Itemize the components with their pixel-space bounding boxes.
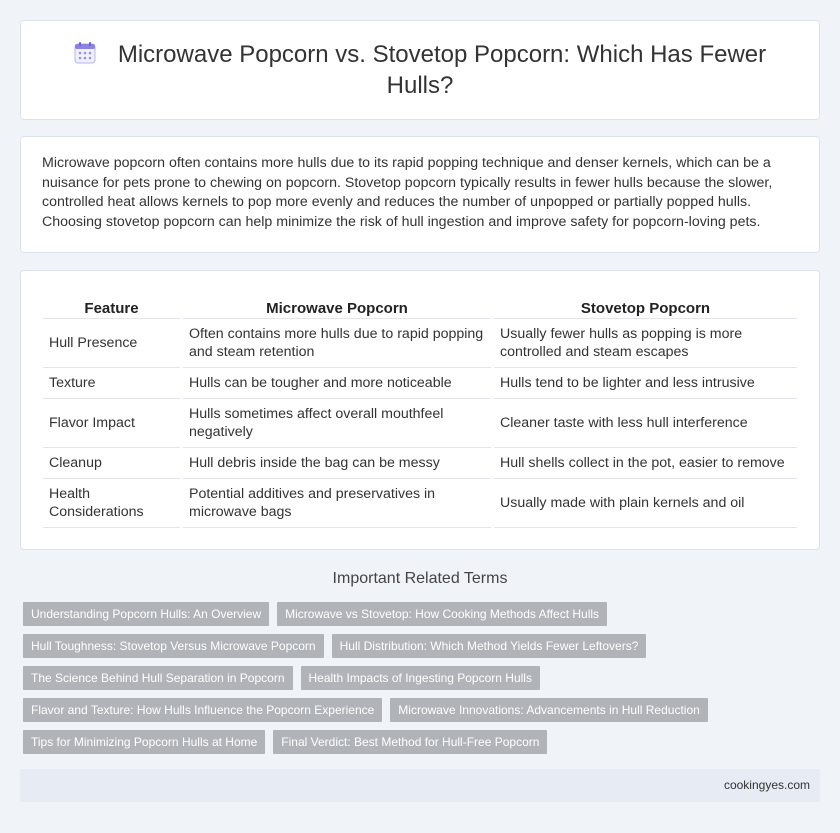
row-feature: Hull Presence xyxy=(43,319,180,368)
table-row xyxy=(43,319,797,368)
row-stovetop: Usually made with plain kernels and oil xyxy=(494,479,797,528)
row-stovetop: Hull shells collect in the pot, easier to remove xyxy=(494,448,797,479)
related-term-tag[interactable]: Health Impacts of Ingesting Popcorn Hulls xyxy=(301,666,540,690)
comparison-card xyxy=(20,270,820,550)
tag-row xyxy=(23,602,823,626)
table-row xyxy=(43,448,797,479)
related-term-tag[interactable]: Final Verdict: Best Method for Hull-Free Popcorn xyxy=(273,730,547,754)
table-row xyxy=(43,399,797,448)
page-title: Microwave Popcorn vs. Stovetop Popcorn: Which Has Fewer Hulls? xyxy=(117,41,767,99)
table-row xyxy=(43,368,797,399)
tag-row xyxy=(23,634,823,658)
table-header-row xyxy=(43,293,797,319)
related-term-tag[interactable]: Tips for Minimizing Popcorn Hulls at Home xyxy=(23,730,265,754)
row-feature: Texture xyxy=(43,368,180,399)
related-term-tag[interactable]: Microwave Innovations: Advancements in Hull Reduction xyxy=(390,698,708,722)
related-terms-list xyxy=(23,602,823,762)
comparison-table xyxy=(40,293,800,528)
row-feature: Flavor Impact xyxy=(43,399,180,448)
row-microwave: Hull debris inside the bag can be messy xyxy=(183,448,491,479)
row-feature: Cleanup xyxy=(43,448,180,479)
related-term-tag[interactable]: Microwave vs Stovetop: How Cooking Methods Affect Hulls xyxy=(277,602,607,626)
related-term-tag[interactable]: Understanding Popcorn Hulls: An Overview xyxy=(23,602,269,626)
related-term-tag[interactable]: Hull Toughness: Stovetop Versus Microwave Popcorn xyxy=(23,634,324,658)
tag-row xyxy=(23,666,823,690)
table-row xyxy=(43,479,797,528)
row-microwave: Hulls can be tougher and more noticeable xyxy=(183,368,491,399)
calendar-icon xyxy=(74,42,96,71)
intro-card xyxy=(20,136,820,253)
row-microwave: Hulls sometimes affect overall mouthfeel negatively xyxy=(183,399,491,448)
footer-site[interactable]: cookingyes.com xyxy=(723,778,810,792)
row-microwave: Potential additives and preservatives in microwave bags xyxy=(183,479,491,528)
related-terms-title: Important Related Terms xyxy=(332,570,508,587)
title-card xyxy=(20,20,820,120)
related-term-tag[interactable]: Flavor and Texture: How Hulls Influence the Popcorn Experience xyxy=(23,698,382,722)
row-stovetop: Hulls tend to be lighter and less intrusive xyxy=(494,368,797,399)
related-term-tag[interactable]: Hull Distribution: Which Method Yields Fewer Leftovers? xyxy=(332,634,647,658)
header-feature: Feature xyxy=(43,293,180,319)
intro-text: Microwave popcorn often contains more hulls due to its rapid popping technique and denser kernels, which can be a nuisance for pets prone to chewing on popcorn. Stovetop popcorn typically results in fewer hulls because the slower, controlled heat allows kernels to pop more evenly and reduces the number of unpopped or partially popped hulls. Choosing stovetop popcorn can help minimize the risk of hull ingestion and improve safety for popcorn-loving pets. xyxy=(42,155,773,230)
row-microwave: Often contains more hulls due to rapid popping and steam retention xyxy=(183,319,491,368)
header-microwave: Microwave Popcorn xyxy=(183,293,491,319)
page-title-wrap xyxy=(61,40,779,100)
row-stovetop: Cleaner taste with less hull interference xyxy=(494,399,797,448)
footer xyxy=(20,769,820,802)
tag-row xyxy=(23,698,823,722)
tag-row xyxy=(23,730,823,754)
header-stovetop: Stovetop Popcorn xyxy=(494,293,797,319)
row-stovetop: Usually fewer hulls as popping is more controlled and steam escapes xyxy=(494,319,797,368)
related-term-tag[interactable]: The Science Behind Hull Separation in Popcorn xyxy=(23,666,293,690)
row-feature: Health Considerations xyxy=(43,479,180,528)
